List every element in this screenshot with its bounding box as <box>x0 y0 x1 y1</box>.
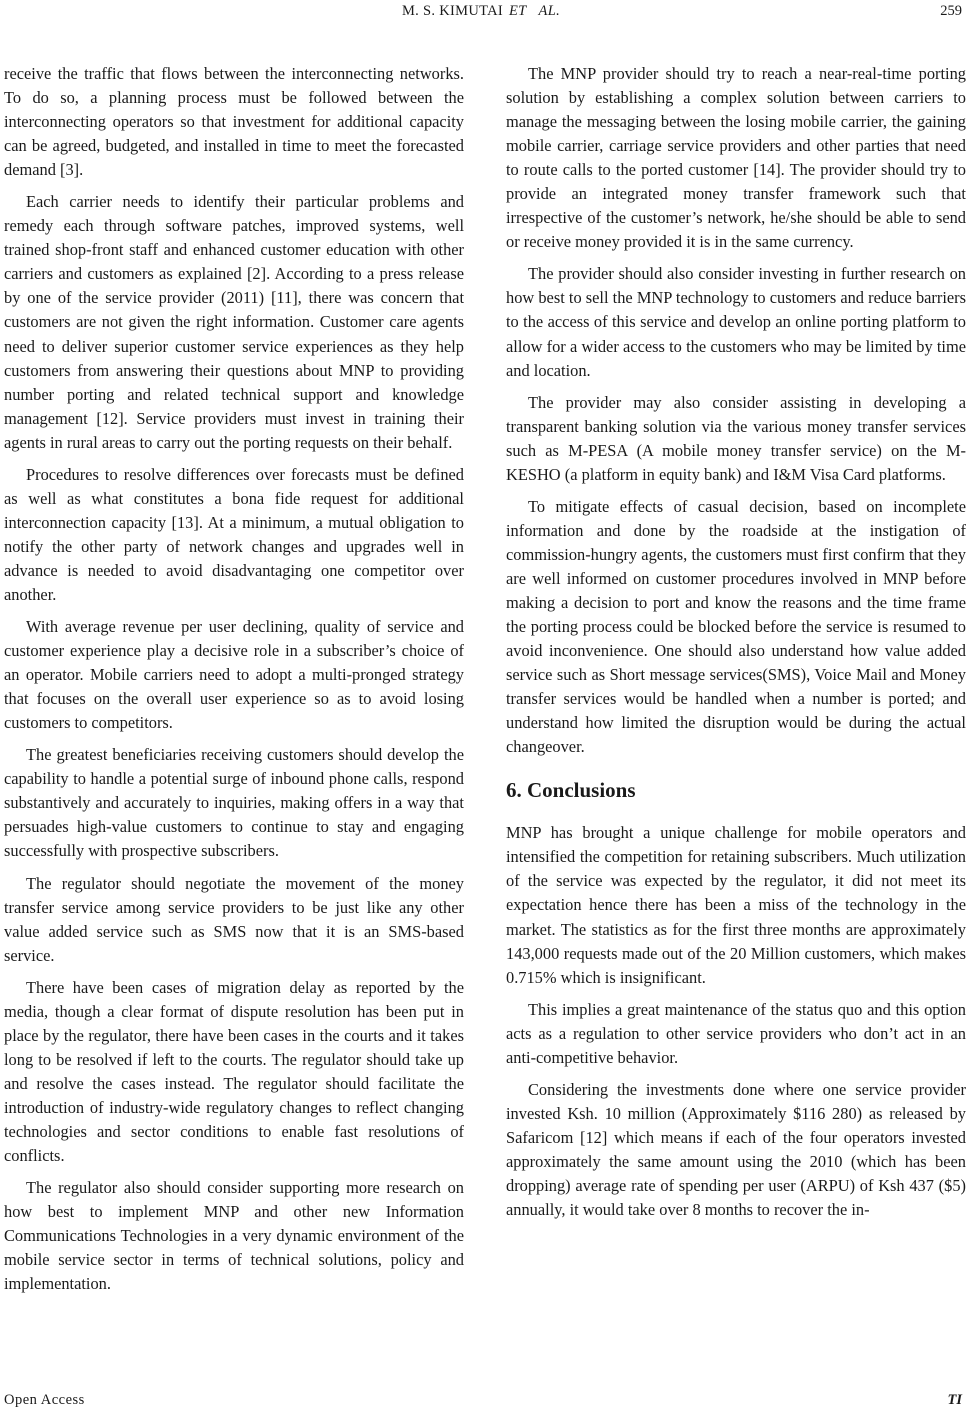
et-text: ET <box>509 3 527 19</box>
paragraph: The regulator also should consider supporting more research on how best to implement MNP and other new Information Communications Technologies in a very dynamic environment of the mobile service sector in terms of technical solutions, policy and implementation. <box>4 1178 464 1294</box>
paragraph: receive the traffic that flows between the interconnecting networks. To do so, a planning process must be followed between the interconnecting operators so that investment for additional capacity can be agreed, budgeted, and installed in time to meet the forecasted demand [3]. <box>4 64 464 180</box>
paragraph: The provider may also consider assisting in developing a transparent banking solution via the various money transfer services such as M-PESA (A mobile money transfer service) on the M-KESHO (a platform in equity bank) and I&M Visa Card platforms. <box>506 392 966 484</box>
page-footer <box>0 1375 968 1415</box>
paragraph: With average revenue per user declining, quality of service and customer experience play a decisive role in a subscriber’s choice of an operator. Mobile carriers need to adopt a multi-pronged strategy that focuses on the overall user experience so as to avoid losing customers to competitors. <box>4 617 464 733</box>
paragraph: Procedures to resolve differences over forecasts must be defined as well as what constitutes a bona fide request for additional interconnection capacity [13]. At a minimum, a mutual obligation to notify the other party of network changes and upgrades well in advance is needed to avoid disadvantaging one competitor over another. <box>4 464 464 604</box>
paragraph: The MNP provider should try to reach a near-real-time porting solution by establishing a complex solution between carriers to manage the messaging between the losing mobile carrier, the gaining mobile carrier, carriage service providers and other parties that need to route calls to the ported customer [14]. The provider should try to provide an integrated money transfer framework such that irrespective of the customer’s network, he/she should be able to send or receive money provided it is in the same currency. <box>506 64 966 252</box>
running-head <box>0 3 968 20</box>
open-access-label: Open Access <box>4 1392 85 1408</box>
section-heading: 6. Conclusions <box>506 778 636 803</box>
paragraph: The greatest beneficiaries receiving customers should develop the capability to handle a potential surge of inbound phone calls, respond substantively and accurately to inquiries, making offers in a way that persuades high-value customers to continue to stay and engaging successfully with prospective subscribers. <box>4 745 464 861</box>
right-column <box>506 62 966 1230</box>
paragraph: Each carrier needs to identify their particular problems and remedy each through software patches, improved systems, well trained shop-front staff and enhanced customer education with other carriers and customers as explained [2]. According to a press release by one of the service provider (2011) [11], there was concern that customers are not given the right information. Customer care agents need to deliver superior customer service experiences as they help customers from answering their questions about MNP to providing number porting and related technical support and knowledge management [12]. Service providers must invest in training their agents in rural areas to carry out the porting requests on their behalf. <box>4 192 464 452</box>
page-header <box>0 0 968 30</box>
author-name: M. S. KIMUTAI <box>401 3 504 19</box>
paragraph: The provider should also consider investing in further research on how best to sell the MNP technology to customers and reduce barriers to the access of this service and develop an online porting platform to allow for a wider access to the customers who may be limited by time and location. <box>506 264 966 380</box>
paragraph: The regulator should negotiate the movement of the money transfer service among service providers to be just like any other value added service such as SMS now that it is an SMS-based service. <box>4 873 464 965</box>
al-text: AL. <box>538 3 560 19</box>
left-column <box>4 62 464 1304</box>
paragraph: This implies a great maintenance of the status quo and this option acts as a regulation to other service providers who don’t act in an anti-competitive behavior. <box>506 999 966 1067</box>
paragraph: Considering the investments done where one service provider invested Ksh. 10 million (Approximately $116 280) as released by Safaricom [12] which means if each of the four operators invested approximately the same amount using the 2010 (which has been dropping) average rate of spending per user (ARPU) of Ksh 437 ($5) annually, it would take over 8 months to recover the in- <box>506 1079 966 1220</box>
paragraph: To mitigate effects of casual decision, based on incomplete information and done by the roadside at the instigation of commission-hungry agents, the customers must first confirm that they are well informed on customer procedures involved in MNP before making a decision to port and know the reasons and the time frame the porting process could be blocked before the service is resumed to avoid inconvenience. One should also understand how value added service such as Short message services(SMS), Voice Mail and Money transfer services would be handled when a number is ported; and understand how limited the disruption would be during the actual changeover. <box>506 496 966 757</box>
paragraph: MNP has brought a unique challenge for mobile operators and intensified the competition for retaining subscribers. Much utilization of the service was expected by the regulator, it did not meet its expectation hence there has been a miss of the technology in the market. The statistics as for the first three months are approximately 143,000 requests made out of the 20 Million customers, which makes 0.715% which is insignificant. <box>506 823 966 987</box>
page-number: 259 <box>940 3 962 19</box>
journal-abbrev: TI <box>947 1392 962 1408</box>
paragraph: There have been cases of migration delay as reported by the media, though a clear format of dispute resolution has been put in place by the regulator, there have been cases in the courts and it takes long to be resolved if left to the courts. The regulator should take up and resolve the cases instead. The regulator should facilitate the introduction of industry-wide regulatory changes to reflect changing technologies and sector conditions to enable fast resolutions of conflicts. <box>4 977 464 1166</box>
